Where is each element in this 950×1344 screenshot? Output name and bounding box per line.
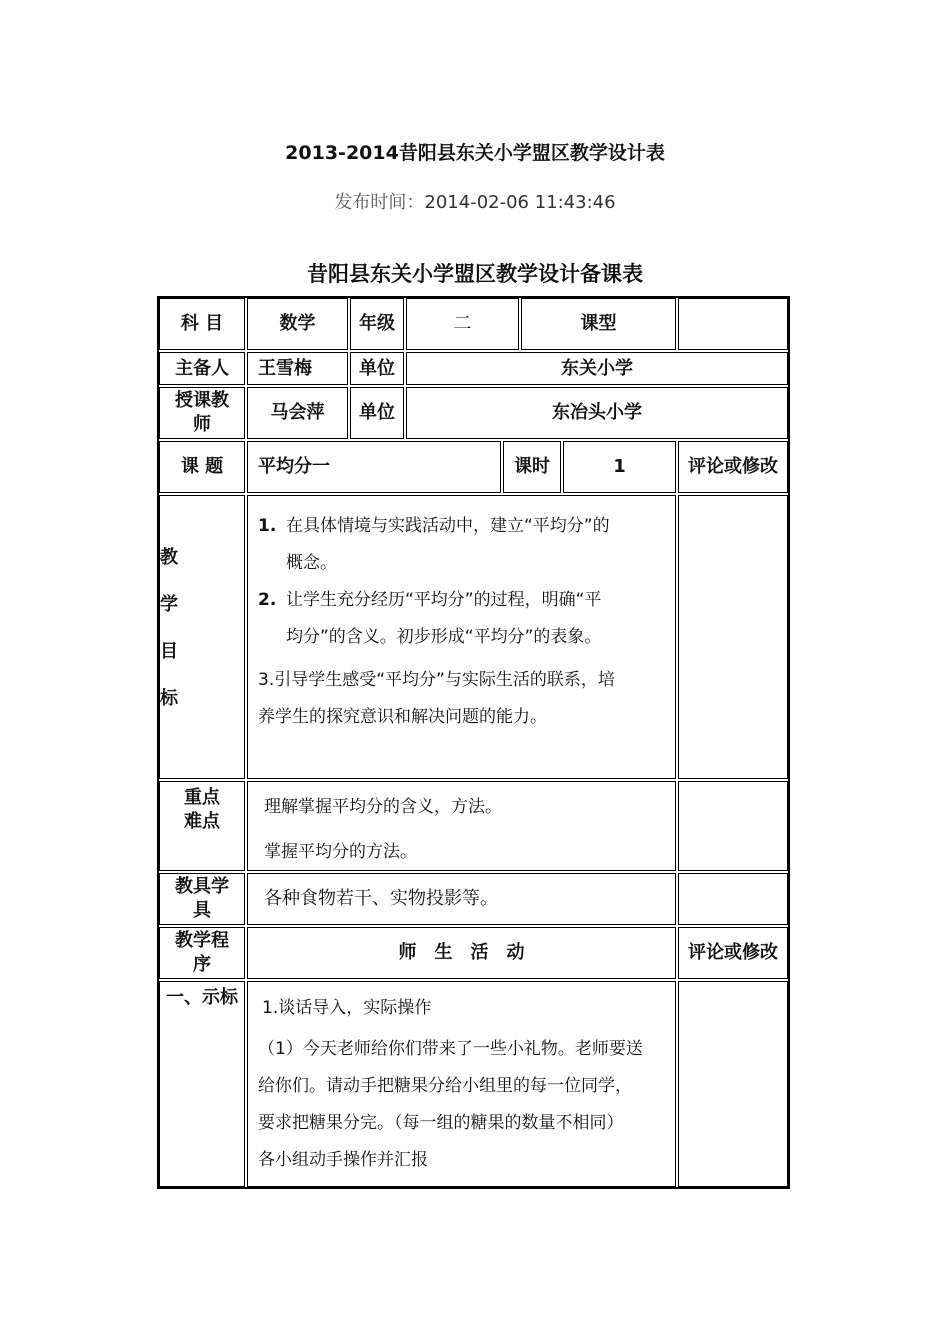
step-1-line-2: （1）今天老师给你们带来了一些小礼物。老师要送 <box>258 1039 643 1059</box>
goal-3-text-cont: 养学生的探究意识和解决问题的能力。 <box>258 707 547 727</box>
type-label: 课型 <box>521 298 676 350</box>
goal-2-text-cont: 均分”的含义。初步形成“平均分”的表象。 <box>286 627 602 647</box>
activity-header: 师 生 活 动 <box>247 927 676 979</box>
step-1-line-4: 要求把糖果分完。（每一组的糖果的数量不相同） <box>258 1113 624 1133</box>
tools-content: 各种食物若干、实物投影等。 <box>247 873 676 925</box>
goal-1-number: 1. <box>258 516 277 536</box>
goal-2-text: 让学生充分经历“平均分”的过程，明确“平 <box>286 590 602 610</box>
goals-label-char: 学 <box>160 594 178 615</box>
lesson-plan-table <box>157 296 790 1189</box>
subject-value: 数学 <box>247 298 348 350</box>
goals-label-char: 标 <box>160 688 178 709</box>
step-1-comment <box>678 981 788 1187</box>
keypoints-content <box>247 781 676 871</box>
topic-label: 课 题 <box>159 441 245 493</box>
tools-comment <box>678 873 788 925</box>
lead-value: 王雪梅 <box>247 352 348 385</box>
step-1-line-1: 1.谈话导入，实际操作 <box>262 998 432 1018</box>
goals-comment <box>678 495 788 779</box>
form-title: 昔阳县东关小学盟区教学设计备课表 <box>307 262 643 286</box>
step-1-content <box>247 981 676 1187</box>
comment-label: 评论或修改 <box>678 441 788 493</box>
lead-label: 主备人 <box>159 352 245 385</box>
teacher-label: 授课教师 <box>159 387 245 439</box>
goals-label-char: 教 <box>160 547 178 568</box>
subject-label: 科 目 <box>159 298 245 350</box>
keypoints-line-2: 掌握平均分的方法。 <box>264 842 417 862</box>
grade-value: 二 <box>406 298 519 350</box>
step-1-line-5: 各小组动手操作并汇报 <box>258 1150 428 1170</box>
goal-1-text: 在具体情境与实践活动中，建立“平均分”的 <box>286 516 610 536</box>
tools-label: 教具学具 <box>159 873 245 925</box>
goal-3-text: 3.引导学生感受“平均分”与实际生活的联系，培 <box>258 670 615 690</box>
goal-2-number: 2. <box>258 590 277 610</box>
goals-label-char: 目 <box>160 641 178 662</box>
unit2-label: 单位 <box>350 387 404 439</box>
hours-value: 1 <box>563 441 676 493</box>
hours-label: 课时 <box>503 441 561 493</box>
goals-label <box>159 495 245 779</box>
goals-content <box>247 495 676 779</box>
publish-time <box>0 188 950 214</box>
unit2-value: 东冶头小学 <box>406 387 788 439</box>
publish-time-value: 2014-02-06 11:43:46 <box>424 192 616 213</box>
type-value <box>678 298 788 350</box>
keypoints-label: 重点难点 <box>159 781 245 871</box>
keypoints-comment <box>678 781 788 871</box>
unit-label: 单位 <box>350 352 404 385</box>
teacher-value: 马会萍 <box>247 387 348 439</box>
procedure-label: 教学程序 <box>159 927 245 979</box>
step-1-label: 一、示标 <box>159 981 245 1187</box>
document-title: 2013-2014昔阳县东关小学盟区教学设计表 <box>285 142 665 164</box>
goal-1-text-cont: 概念。 <box>286 553 337 573</box>
step-1-line-3: 给你们。请动手把糖果分给小组里的每一位同学， <box>258 1076 632 1096</box>
unit-value: 东关小学 <box>406 352 788 385</box>
procedure-comment-label: 评论或修改 <box>678 927 788 979</box>
grade-label: 年级 <box>350 298 404 350</box>
keypoints-line-1: 理解掌握平均分的含义，方法。 <box>264 797 502 817</box>
publish-time-label: 发布时间： <box>334 192 425 213</box>
topic-value: 平均分一 <box>247 441 501 493</box>
